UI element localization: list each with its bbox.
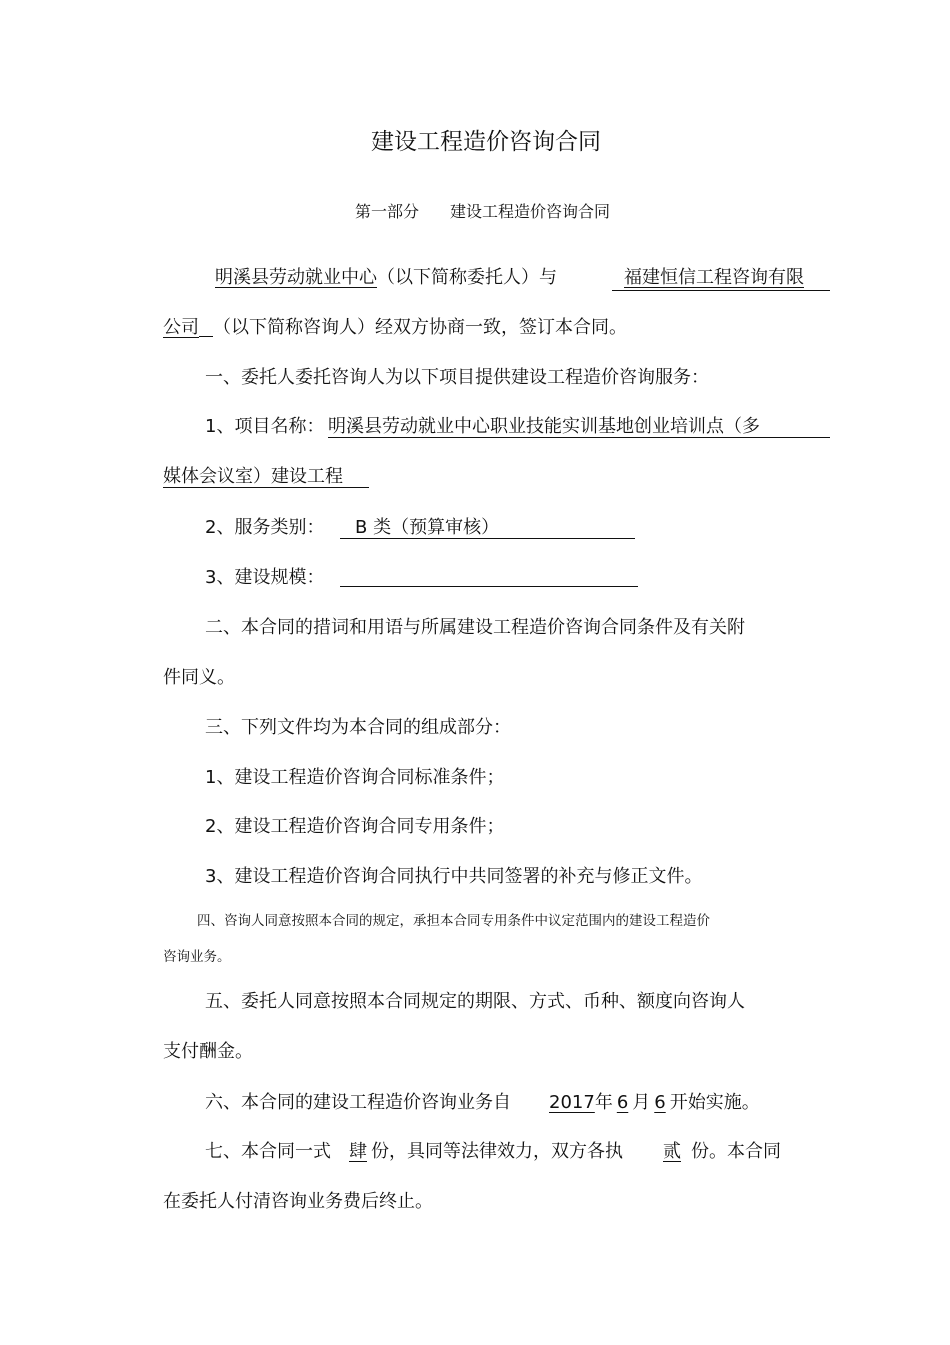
section-2-line-2: 件同义。: [163, 667, 235, 688]
subtitle-part: 第一部分: [355, 202, 420, 221]
start-day: 6: [654, 1092, 666, 1113]
client-name: 明溪县劳动就业中心: [215, 267, 377, 288]
intro-line-2: [163, 316, 627, 340]
consultant-name-part-1: 福建恒信工程咨询有限: [624, 267, 804, 288]
year-unit: 年: [594, 1092, 613, 1113]
section-5-line-1: 五、委托人同意按照本合同规定的期限、方式、币种、额度向咨询人: [205, 991, 745, 1012]
build-scale-blank: [340, 586, 638, 587]
section-7-mid: 份，具同等法律效力，双方各执: [371, 1141, 623, 1162]
project-name-underline-2: [163, 487, 369, 488]
section-1-heading: 一、委托人委托咨询人为以下项目提供建设工程造价咨询服务：: [205, 367, 709, 388]
section-2-line-1: 二、本合同的措词和用语与所属建设工程造价咨询合同条件及有关附: [205, 617, 745, 638]
project-name-underline-1: [328, 437, 830, 438]
copies-total: 肆: [349, 1141, 367, 1162]
section-6-suffix: 开始实施。: [669, 1092, 760, 1113]
section-7-line-1: [205, 1140, 781, 1164]
section-4-line-2: 咨询业务。: [163, 949, 231, 965]
start-month: 6: [616, 1092, 629, 1113]
section-3-item-2: 2、建设工程造价咨询合同专用条件；: [205, 816, 505, 837]
copies-each: 贰: [663, 1141, 681, 1162]
service-type-label: 2、服务类别：: [205, 517, 325, 538]
project-name-value-2: 媒体会议室）建设工程: [163, 466, 343, 487]
month-unit: 月: [632, 1092, 651, 1113]
section-5-line-2: 支付酬金。: [163, 1041, 253, 1062]
section-6-line: [205, 1091, 760, 1115]
start-year: 2017: [549, 1092, 595, 1113]
section-4-line-1: 四、咨询人同意按照本合同的规定，承担本合同专用条件中议定范围内的建设工程造价: [197, 913, 710, 929]
section-7-suffix: 份。本合同: [691, 1141, 781, 1162]
section-7-prefix: 七、本合同一式: [205, 1141, 331, 1162]
contract-title: 建设工程造价咨询合同: [371, 129, 601, 155]
project-name-value-1: 明溪县劳动就业中心职业技能实训基地创业培训点（多: [328, 416, 760, 437]
build-scale-label: 3、建设规模：: [205, 567, 325, 588]
consultant-underline: [612, 290, 830, 291]
service-type-value: B 类（预算审核）: [355, 517, 500, 538]
section-3-item-3: 3、建设工程造价咨询合同执行中共同签署的补充与修正文件。: [205, 866, 703, 887]
consultant-name-underline-tail: [199, 316, 213, 337]
intro-line-1: [215, 266, 557, 290]
project-name-label: 1、项目名称：: [205, 416, 325, 437]
client-note: （以下简称委托人）与: [377, 267, 557, 288]
section-6-prefix: 六、本合同的建设工程造价咨询业务自: [205, 1092, 511, 1113]
section-7-line-2: 在委托人付清咨询业务费后终止。: [163, 1191, 433, 1212]
service-type-underline: [340, 538, 635, 539]
subtitle-name: 建设工程造价咨询合同: [450, 202, 611, 221]
section-3-heading: 三、下列文件均为本合同的组成部分：: [205, 717, 511, 738]
section-3-item-1: 1、建设工程造价咨询合同标准条件；: [205, 767, 505, 788]
intro-rest: （以下简称咨询人）经双方协商一致，签订本合同。: [213, 317, 627, 338]
consultant-name-part-2: 公司: [163, 317, 199, 338]
